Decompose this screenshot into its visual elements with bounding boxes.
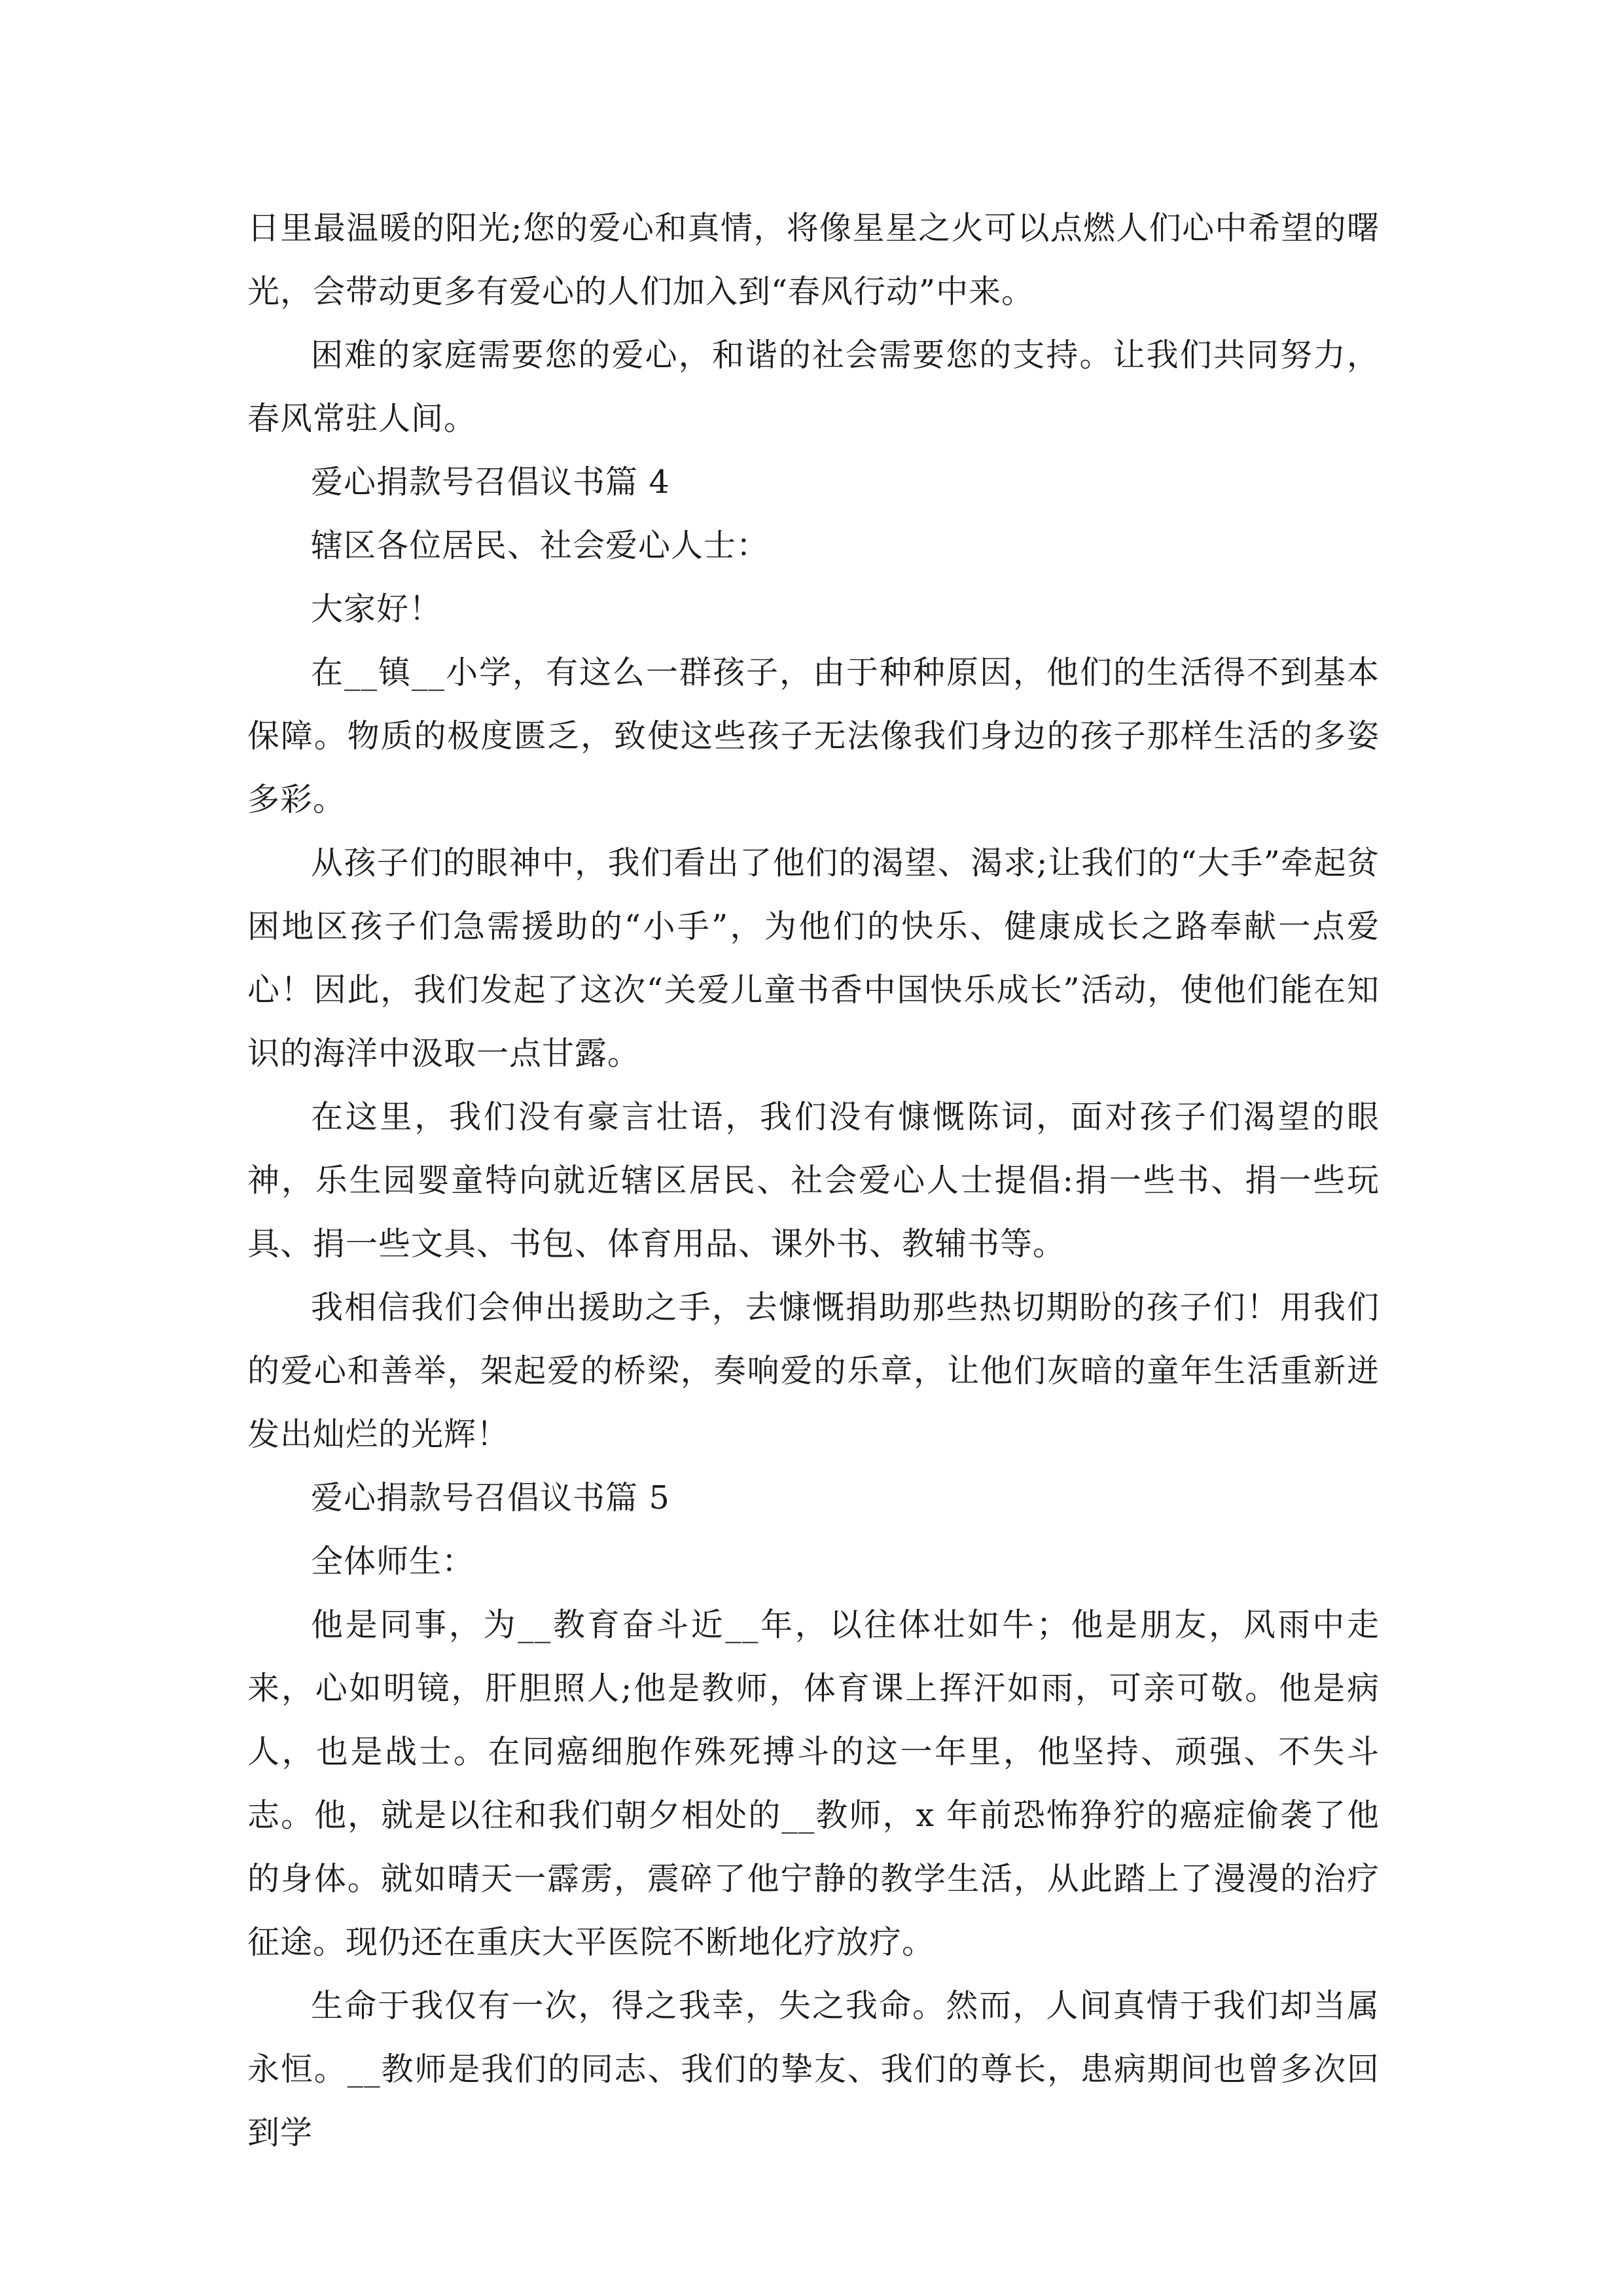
document-page [247,196,1380,2164]
salutation: 辖区各位居民、社会爱心人士： [311,527,770,564]
body-paragraph: 我相信我们会伸出援助之手，去慷慨捐助那些热切期盼的孩子们！用我们的爱心和善举，架起爱的桥梁，奏响爱的乐章，让他们灰暗的童年生活重新迸发出灿烂的光辉！ [247,1289,1380,1453]
body-paragraph: 困难的家庭需要您的爱心，和谐的社会需要您的支持。让我们共同努力，春风常驻人间。 [247,336,1380,437]
body-paragraph: 在这里，我们没有豪言壮语，我们没有慷慨陈词，面对孩子们渴望的眼神，乐生园婴童特向就近辖区居民、社会爱心人士提倡:捐一些书、捐一些玩具、捐一些文具、书包、体育用品、课外书、教辅书等。 [247,1098,1380,1263]
body-paragraph: 生命于我仅有一次，得之我幸，失之我命。然而，人间真情于我们却当属永恒。__教师是我们的同志、我们的挚友、我们的尊长，患病期间也曾多次回到学 [247,1987,1380,2151]
body-paragraph: 他是同事，为__教育奋斗近__年，以往体壮如牛；他是朋友，风雨中走来，心如明镜，肝胆照人;他是教师，体育课上挥汗如雨，可亲可敬。他是病人，也是战士。在同癌细胞作殊死搏斗的这一年里，他坚持、顽强、不失斗志。他，就是以往和我们朝夕相处的__教师，x 年前恐怖狰狞的癌症偷袭了他的身体。就如晴天一霹雳，震碎了他宁静的教学生活，从此踏上了漫漫的治疗征途。现仍还在重庆大平医院不断地化疗放疗。 [247,1606,1380,1961]
greeting: 大家好！ [311,590,442,628]
section-heading: 爱心捐款号召倡议书篇 5 [311,1479,670,1516]
body-paragraph: 在__镇__小学，有这么一群孩子，由于种种原因，他们的生活得不到基本保障。物质的极度匮乏，致使这些孩子无法像我们身边的孩子那样生活的多姿多彩。 [247,654,1380,818]
body-paragraph: 日里最温暖的阳光;您的爱心和真情，将像星星之火可以点燃人们心中希望的曙光，会带动更多有爱心的人们加入到“春风行动”中来。 [247,209,1380,310]
body-paragraph: 从孩子们的眼神中，我们看出了他们的渴望、渴求;让我们的“大手”牵起贫困地区孩子们急需援助的“小手”，为他们的快乐、健康成长之路奉献一点爱心！因此，我们发起了这次“关爱儿童书香中国快乐成长”活动，使他们能在知识的海洋中汲取一点甘露。 [247,844,1380,1072]
salutation: 全体师生： [311,1543,475,1580]
section-heading: 爱心捐款号召倡议书篇 4 [311,463,670,501]
